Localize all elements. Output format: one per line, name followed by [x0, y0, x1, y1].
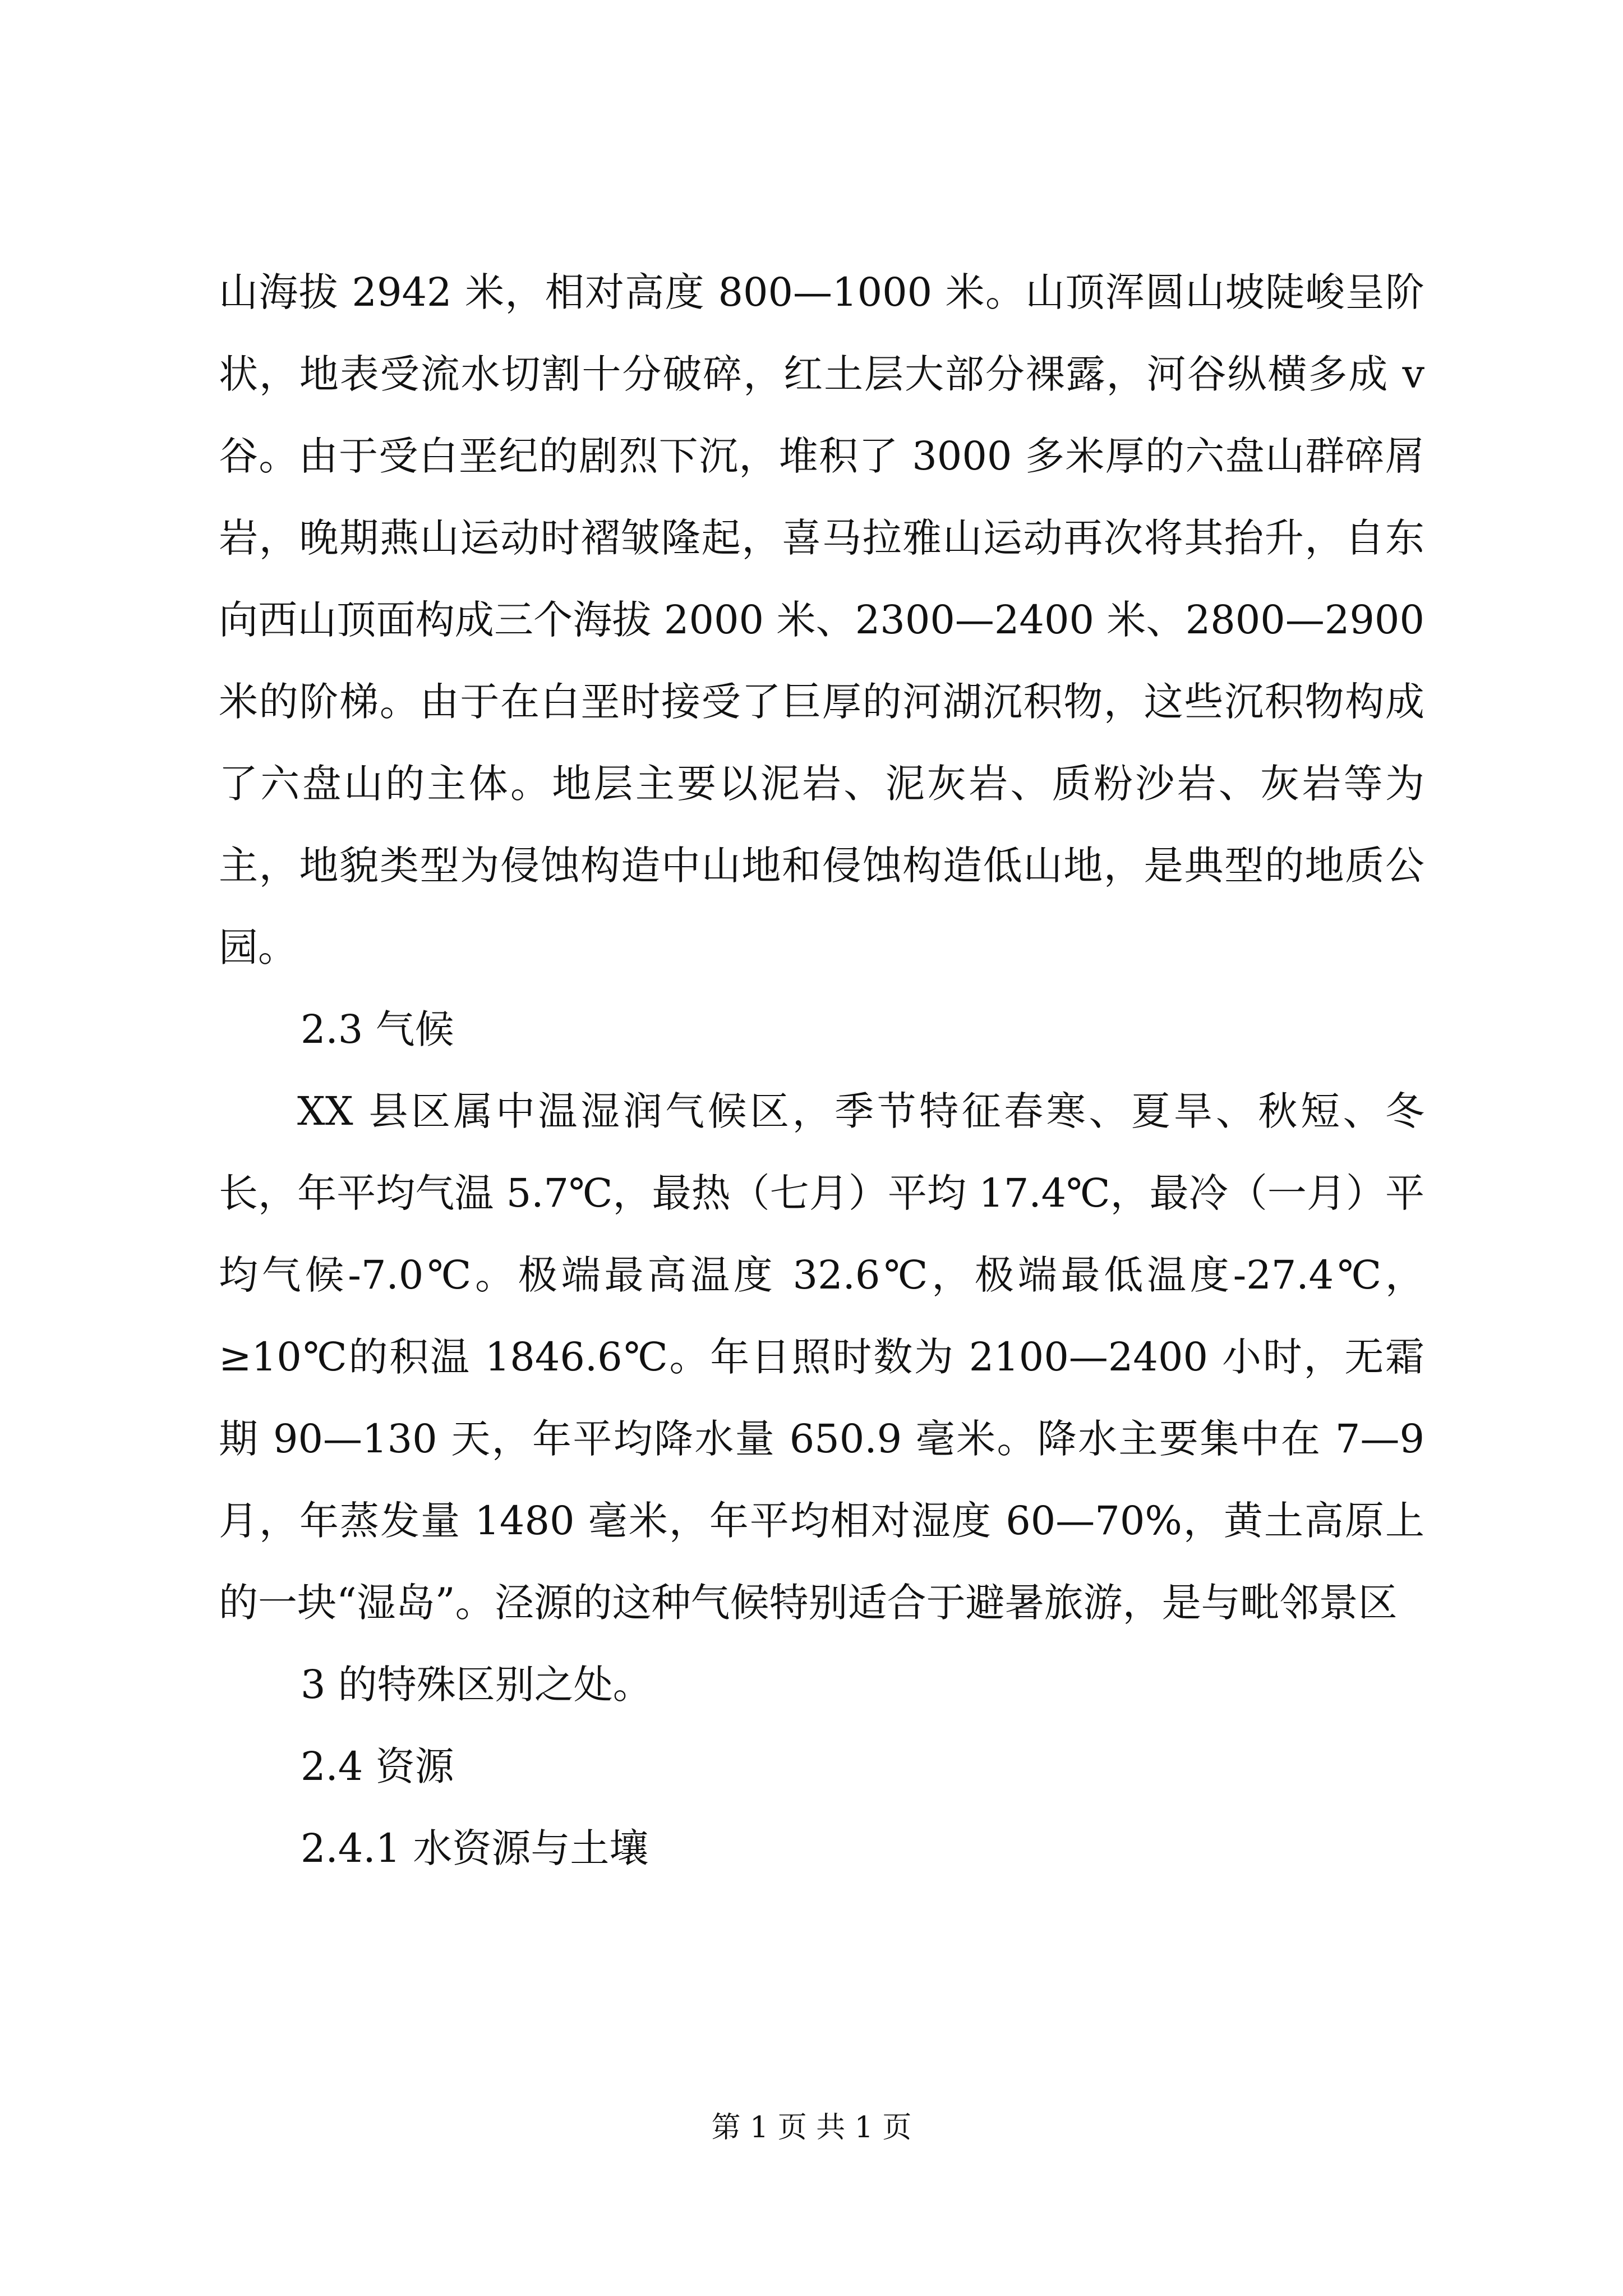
- paragraph-climate-tail: 3 的特殊区别之处。: [301, 1662, 652, 1708]
- section-heading-resources: 2.4 资源: [301, 1743, 454, 1789]
- paragraph-climate: XX 县区属中温湿润气候区，季节特征春寒、夏旱、秋短、冬长，年平均气温 5.7℃，最热（七月）平均 17.4℃，最冷（一月）平均气候-7.0℃。极端最高温度 32.6℃，极端最低温度-27.4℃，≥10℃的积温 1846.6℃。年日照时数为 2100—2400 小时，无霜期 90—130 天，年平均降水量 650.9 毫米。降水主要集中在 7—9 月，年蒸发量 1480 毫米，年平均相对湿度 60—70%，黄土高原上的一块“湿岛”。泾源的这种气候特别适合于避暑旅游，是与毗邻景区: [219, 1088, 1424, 1626]
- section-heading-climate: 2.3 气候: [301, 1006, 454, 1052]
- document-body: [219, 251, 1424, 1889]
- paragraph-geology: 山海拔 2942 米，相对高度 800—1000 米。山顶浑圆山坡陡峻呈阶状，地表受流水切割十分破碎，红土层大部分裸露，河谷纵横多成 v 谷。由于受白垩纪的剧烈下沉，堆积了 3000 多米厚的六盘山群碎屑岩，晚期燕山运动时褶皱隆起，喜马拉雅山运动再次将其抬升，自东向西山顶面构成三个海拔 2000 米、2300—2400 米、2800—2900 米的阶梯。由于在白垩时接受了巨厚的河湖沉积物，这些沉积物构成了六盘山的主体。地层主要以泥岩、泥灰岩、质粉沙岩、灰岩等为主，地貌类型为侵蚀构造中山地和侵蚀构造低山地，是典型的地质公园。: [219, 269, 1424, 970]
- subsection-heading-water-soil: 2.4.1 水资源与土壤: [301, 1825, 649, 1871]
- page-footer: 第 1 页 共 1 页: [711, 2111, 912, 2145]
